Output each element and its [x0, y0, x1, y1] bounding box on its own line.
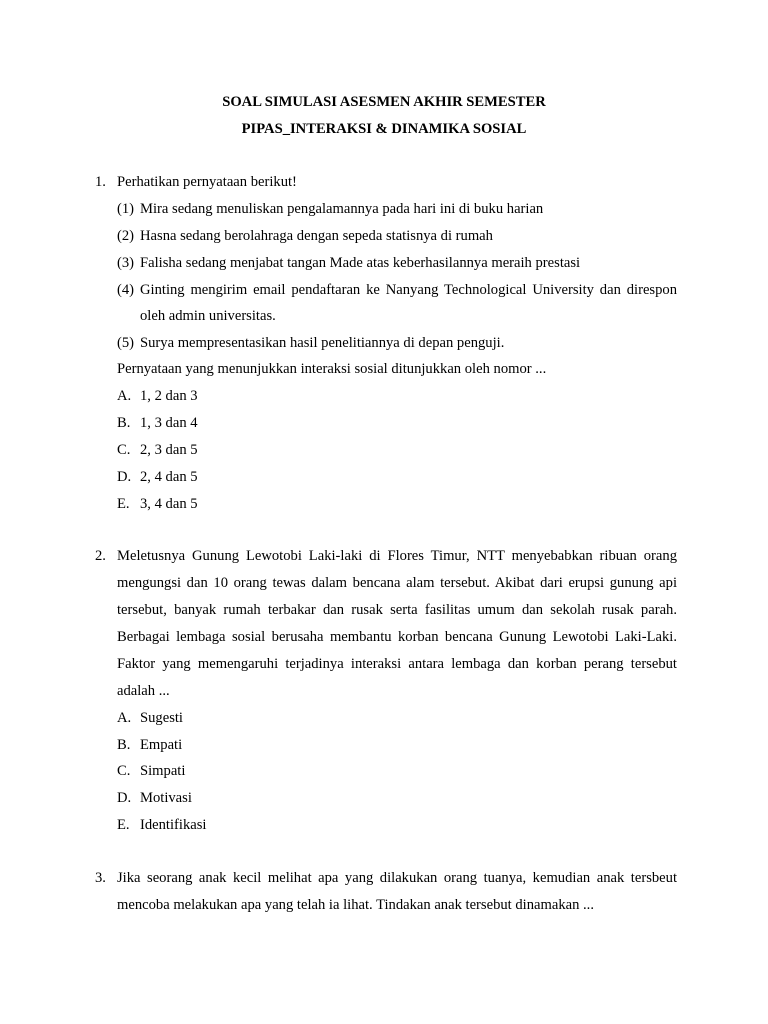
statement-marker: (4) [117, 282, 135, 298]
question-number: 3. [95, 870, 106, 886]
option-letter: B. [117, 737, 131, 753]
question-text-line: Berbagai lembaga sosial berusaha membantu korban bencana Gunung Lewotobi Laki-Laki. [117, 629, 677, 645]
option-text: 1, 3 dan 4 [140, 415, 198, 431]
question-text-line: Meletusnya Gunung Lewotobi Laki-laki di Flores Timur, NTT menyebabkan ribuan orang [117, 548, 677, 564]
option-text: 2, 4 dan 5 [140, 469, 198, 485]
option-letter: C. [117, 442, 131, 458]
option-text: Sugesti [140, 710, 183, 726]
option-letter: C. [117, 763, 131, 779]
statement-text: Ginting mengirim email pendaftaran ke Nanyang Technological University dan direspon [140, 282, 677, 298]
option-letter: A. [117, 388, 132, 404]
question-text-line: Jika seorang anak kecil melihat apa yang dilakukan orang tuanya, kemudian anak tersbeut [117, 870, 677, 886]
statement-marker: (5) [117, 335, 135, 351]
option-letter: A. [117, 710, 132, 726]
question-text-line: adalah ... [117, 683, 170, 699]
statement-marker: (2) [117, 228, 135, 244]
statement-text-continued: oleh admin universitas. [140, 308, 276, 324]
option-text: Empati [140, 737, 183, 753]
option-text: Simpati [140, 763, 186, 779]
title-line-2: PIPAS_INTERAKSI & DINAMIKA SOSIAL [241, 121, 527, 137]
option-text: Motivasi [140, 790, 192, 806]
statement-text: Falisha sedang menjabat tangan Made atas keberhasilannya meraih prestasi [140, 255, 581, 271]
option-letter: D. [117, 790, 132, 806]
option-letter: B. [117, 415, 131, 431]
question-intro: Perhatikan pernyataan berikut! [117, 174, 297, 190]
option-text: Identifikasi [140, 817, 207, 833]
title-line-1: SOAL SIMULASI ASESMEN AKHIR SEMESTER [222, 94, 546, 110]
option-text: 1, 2 dan 3 [140, 388, 198, 404]
option-text: 2, 3 dan 5 [140, 442, 198, 458]
option-letter: D. [117, 469, 132, 485]
question-text-line: mengungsi dan 10 orang tewas dalam bencana alam tersebut. Akibat dari erupsi gunung api [117, 575, 677, 591]
question-number: 1. [95, 174, 106, 190]
option-letter: E. [117, 817, 130, 833]
statement-text: Surya mempresentasikan hasil penelitiannya di depan penguji. [140, 335, 505, 351]
statement-marker: (1) [117, 201, 135, 217]
option-letter: E. [117, 496, 130, 512]
question-prompt: Pernyataan yang menunjukkan interaksi sosial ditunjukkan oleh nomor ... [117, 361, 547, 377]
option-text: 3, 4 dan 5 [140, 496, 198, 512]
question-text-line: tersebut, banyak rumah terbakar dan rusak serta fasilitas umum dan sekolah rusak parah. [117, 602, 677, 618]
statement-text: Mira sedang menuliskan pengalamannya pada hari ini di buku harian [140, 201, 544, 217]
question-number: 2. [95, 548, 106, 564]
statement-text: Hasna sedang berolahraga dengan sepeda statisnya di rumah [140, 228, 493, 244]
question-text-line: Faktor yang memengaruhi terjadinya interaksi antara lembaga dan korban perang tersebut [117, 656, 677, 672]
statement-marker: (3) [117, 255, 135, 271]
question-text-line: mencoba melakukan apa yang telah ia lihat. Tindakan anak tersebut dinamakan ... [117, 897, 594, 913]
